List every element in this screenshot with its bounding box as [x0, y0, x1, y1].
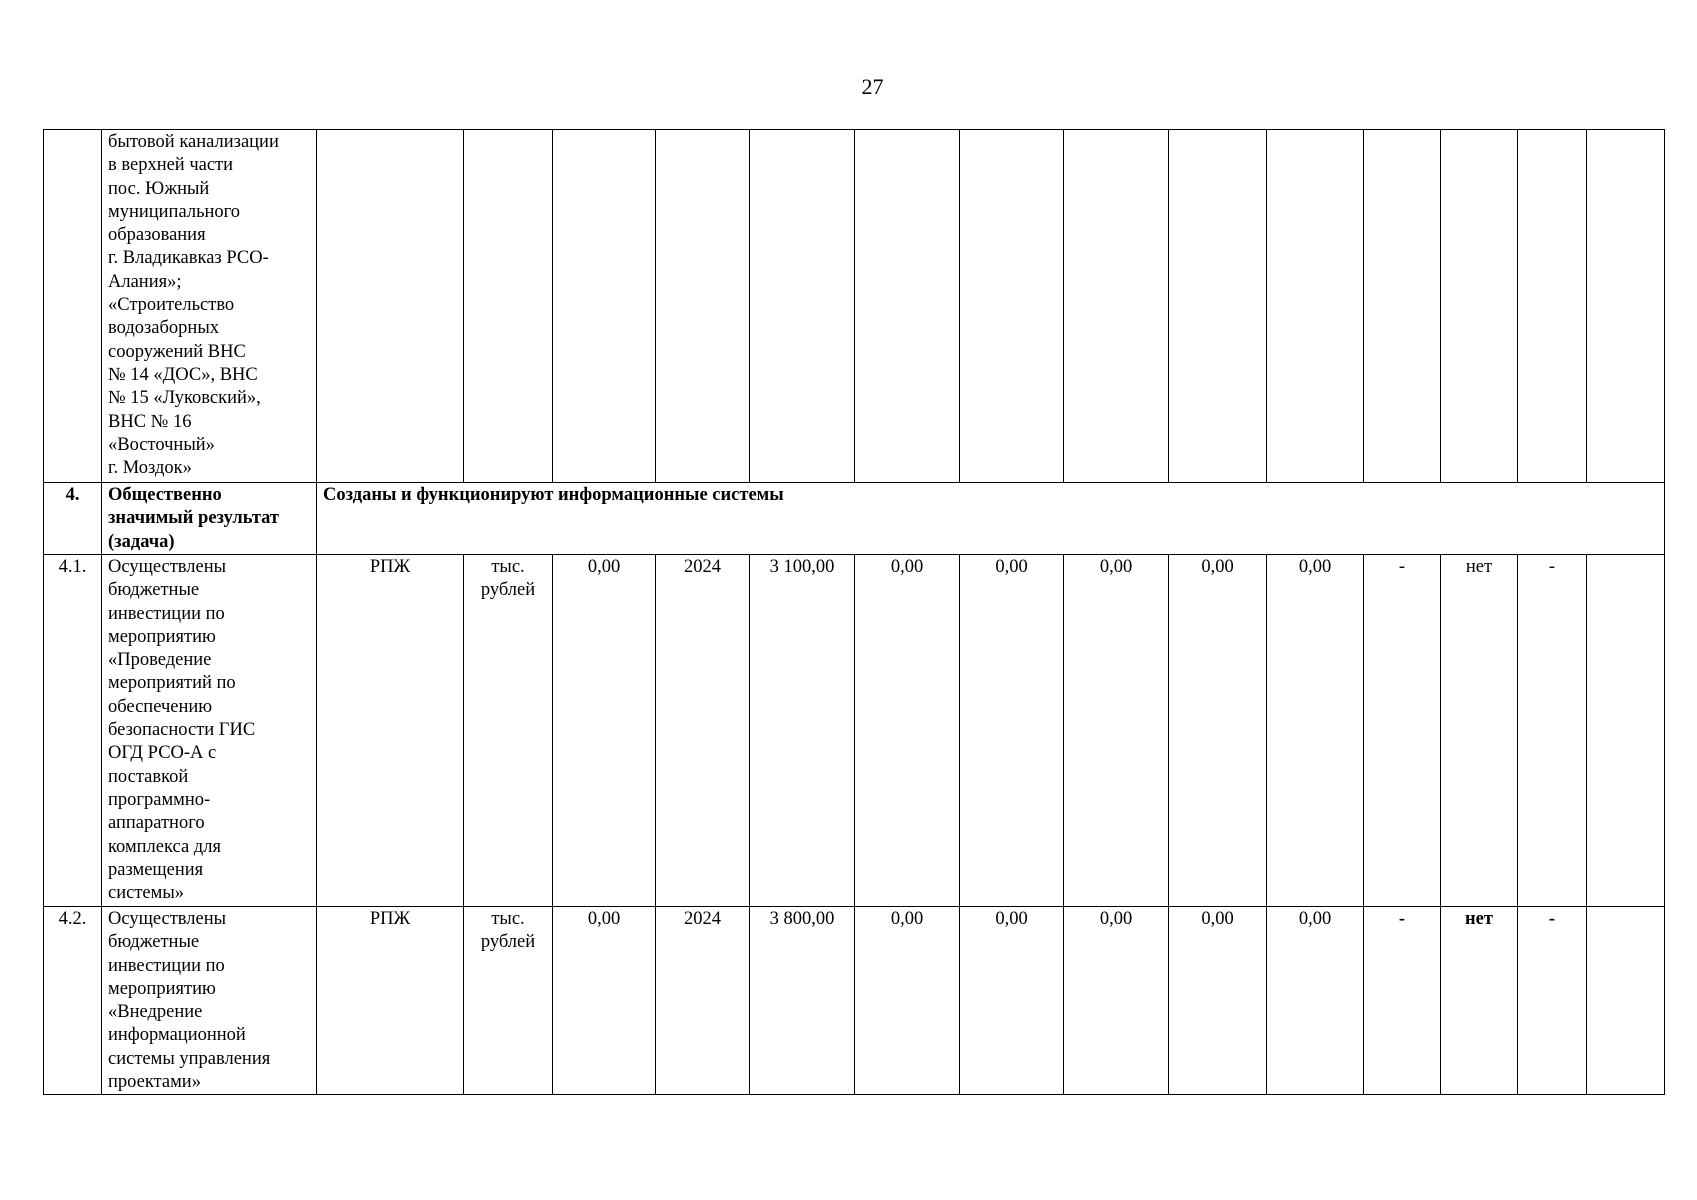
- cell-value: 0,00: [960, 907, 1064, 1095]
- cell-value: 0,00: [1267, 907, 1364, 1095]
- cell-empty: [656, 130, 750, 483]
- table-row-section-4: [44, 483, 1665, 555]
- cell-dash: -: [1364, 907, 1441, 1095]
- results-table: [43, 129, 1665, 1095]
- cell-value: 0,00: [1064, 907, 1169, 1095]
- cell-unit: тыс. рублей: [464, 907, 553, 1095]
- cell-value: 0,00: [960, 555, 1064, 907]
- cell-empty: [317, 130, 464, 483]
- cell-flag: нет: [1441, 555, 1518, 907]
- cell-empty: [1267, 130, 1364, 483]
- cell-name: Общественно значимый результат (задача): [102, 483, 317, 555]
- cell-empty: [855, 130, 960, 483]
- cell-empty: [960, 130, 1064, 483]
- cell-num: 4.: [44, 483, 102, 555]
- cell-empty: [750, 130, 855, 483]
- cell-source: РПЖ: [317, 555, 464, 907]
- cell-empty: [1441, 130, 1518, 483]
- cell-empty: [1587, 555, 1665, 907]
- cell-num: [44, 130, 102, 483]
- cell-empty: [1587, 907, 1665, 1095]
- cell-empty: [1169, 130, 1267, 483]
- cell-dash: -: [1364, 555, 1441, 907]
- cell-value: 0,00: [1169, 555, 1267, 907]
- cell-empty: [1064, 130, 1169, 483]
- section-title: Созданы и функционируют информационные системы: [317, 483, 1665, 555]
- cell-value: 3 100,00: [750, 555, 855, 907]
- cell-value: 0,00: [1064, 555, 1169, 907]
- cell-empty: [464, 130, 553, 483]
- cell-value: 3 800,00: [750, 907, 855, 1095]
- cell-value: 0,00: [1267, 555, 1364, 907]
- cell-value: 0,00: [855, 555, 960, 907]
- page-number: 27: [861, 74, 884, 99]
- cell-num: 4.1.: [44, 555, 102, 907]
- cell-unit: тыс. рублей: [464, 555, 553, 907]
- cell-base-value: 0,00: [553, 907, 656, 1095]
- table-row-continuation: [44, 130, 1665, 483]
- cell-flag: нет: [1441, 907, 1518, 1095]
- table-row-4-2: [44, 907, 1665, 1095]
- cell-year: 2024: [656, 907, 750, 1095]
- cell-year: 2024: [656, 555, 750, 907]
- cell-num: 4.2.: [44, 907, 102, 1095]
- cell-source: РПЖ: [317, 907, 464, 1095]
- cell-value: 0,00: [1169, 907, 1267, 1095]
- cell-name: Осуществлены бюджетные инвестиции по мероприятию «Внедрение информационной системы управления проектами»: [102, 907, 317, 1095]
- table-row-4-1: [44, 555, 1665, 907]
- cell-dash: -: [1518, 555, 1587, 907]
- cell-empty: [553, 130, 656, 483]
- cell-empty: [1364, 130, 1441, 483]
- cell-base-value: 0,00: [553, 555, 656, 907]
- cell-name: бытовой канализации в верхней части пос. Южный муниципального образования г. Владикавказ РСО- Алания»; «Строительство водозаборных сооружений ВНС № 14 «ДОС», ВНС № 15 «Луковский», ВНС № 16 «Восточный» г. Моздок»: [102, 130, 317, 483]
- cell-empty: [1587, 130, 1665, 483]
- cell-name: Осуществлены бюджетные инвестиции по мероприятию «Проведение мероприятий по обеспечению безопасности ГИС ОГД РСО-А с поставкой программно- аппаратного комплекса для размещения системы»: [102, 555, 317, 907]
- cell-value: 0,00: [855, 907, 960, 1095]
- cell-empty: [1518, 130, 1587, 483]
- cell-dash: -: [1518, 907, 1587, 1095]
